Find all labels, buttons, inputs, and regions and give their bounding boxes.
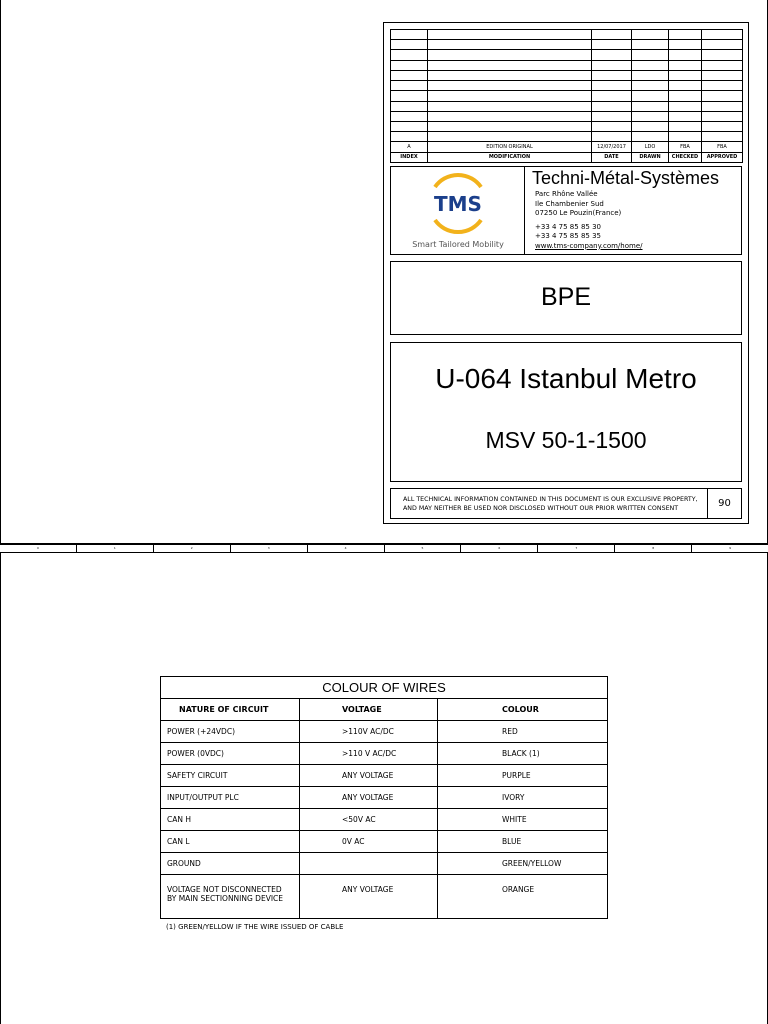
company-address <box>535 190 643 251</box>
wires-voltage-cell: ANY VOLTAGE <box>300 875 438 919</box>
wires-colour-cell: PURPLE <box>438 765 608 787</box>
zone-label: 3 <box>231 545 308 552</box>
title-block <box>383 22 749 524</box>
zone-label: 5 <box>385 545 462 552</box>
wires-row <box>161 721 608 743</box>
revision-blank-row <box>391 30 743 40</box>
wires-header-row <box>161 699 608 721</box>
company-name: Techni-Métal-Systèmes <box>532 168 720 188</box>
revision-blank-row <box>391 101 743 111</box>
wires-voltage-cell <box>300 853 438 875</box>
address-line-3: 07250 Le Pouzin(France) <box>535 209 622 217</box>
zone-label: 2 <box>154 545 231 552</box>
revision-header-drawn: DRAWN <box>632 152 669 162</box>
revision-entry-date: 12/07/2017 <box>592 142 632 152</box>
revision-entry-modification: EDITION ORIGINAL <box>428 142 592 152</box>
bpe-box <box>390 261 742 335</box>
wires-table-title: COLOUR OF WIRES <box>161 677 608 699</box>
wires-row <box>161 831 608 853</box>
revision-table <box>390 29 742 162</box>
revision-entry-drawn: LDO <box>632 142 669 152</box>
zone-label: 4 <box>308 545 385 552</box>
address-line-2: Ile Chambenier Sud <box>535 199 604 208</box>
notice-line-2: AND MAY NEITHER BE USED NOR DISCLOSED WITHOUT OUR PRIOR WRITTEN CONSENT <box>403 505 679 512</box>
revision-blank-row <box>391 121 743 131</box>
revision-blank-row <box>391 60 743 70</box>
notice-line-1: ALL TECHNICAL INFORMATION CONTAINED IN THIS DOCUMENT IS OUR EXCLUSIVE PROPERTY, <box>403 496 698 503</box>
colour-of-wires-table <box>160 676 607 931</box>
wires-colour-cell: RED <box>438 721 608 743</box>
wires-colour-cell: IVORY <box>438 787 608 809</box>
wires-colour-cell: GREEN/YELLOW <box>438 853 608 875</box>
bpe-label: BPE <box>540 283 592 311</box>
phone-2: +33 4 75 85 85 35 <box>535 232 601 240</box>
wires-circuit-cell: GROUND <box>161 853 300 875</box>
wires-circuit-cell: POWER (0VDC) <box>161 743 300 765</box>
company-box <box>390 166 742 255</box>
revision-blank-row <box>391 132 743 142</box>
wires-voltage-cell: ANY VOLTAGE <box>300 787 438 809</box>
wires-voltage-cell: <50V AC <box>300 809 438 831</box>
revision-header-row <box>391 152 743 162</box>
svg-text:Smart Tailored Mobility: Smart Tailored Mobility <box>412 240 504 249</box>
zone-strip <box>0 544 768 553</box>
tms-logo-icon <box>391 167 525 254</box>
wires-circuit-cell: INPUT/OUTPUT PLC <box>161 787 300 809</box>
notice-box <box>390 488 742 519</box>
revision-blank-row <box>391 81 743 91</box>
wires-colour-cell: BLUE <box>438 831 608 853</box>
revision-blank-row <box>391 70 743 80</box>
revision-entry-row <box>391 142 743 152</box>
project-title: U-064 Istanbul Metro <box>435 363 697 394</box>
wires-voltage-cell: >110 V AC/DC <box>300 743 438 765</box>
zone-label: 7 <box>538 545 615 552</box>
wires-circuit-cell: SAFETY CIRCUIT <box>161 765 300 787</box>
revision-entry-checked: FBA <box>669 142 702 152</box>
wires-colour-cell: ORANGE <box>438 875 608 919</box>
website-link[interactable]: www.tms-company.com/home/ <box>535 241 643 250</box>
wires-circuit-cell: CAN H <box>161 809 300 831</box>
zone-label: 0 <box>0 545 77 552</box>
wires-row <box>161 809 608 831</box>
wires-row <box>161 875 608 919</box>
wires-column-header: COLOUR <box>438 699 608 721</box>
revision-header-date: DATE <box>592 152 632 162</box>
wires-circuit-cell: CAN L <box>161 831 300 853</box>
wires-row <box>161 853 608 875</box>
revision-blank-row <box>391 50 743 60</box>
wires-voltage-cell: >110V AC/DC <box>300 721 438 743</box>
wires-voltage-cell: ANY VOLTAGE <box>300 765 438 787</box>
page-number-cell <box>707 489 741 518</box>
revision-entry-approved: FBA <box>702 142 743 152</box>
revision-header-index: INDEX <box>391 152 428 162</box>
zone-label: 8 <box>615 545 692 552</box>
company-logo <box>391 167 525 254</box>
wires-row <box>161 787 608 809</box>
project-subtitle: MSV 50-1-1500 <box>485 427 647 453</box>
revision-header-modification: MODIFICATION <box>428 152 592 162</box>
wires-row <box>161 743 608 765</box>
svg-text:TMS: TMS <box>434 192 482 216</box>
address-line-1: Parc Rhône Vallée <box>535 190 598 198</box>
zone-label: 1 <box>77 545 154 552</box>
project-box <box>390 342 742 482</box>
wires-colour-cell: BLACK (1) <box>438 743 608 765</box>
notice-text <box>403 495 698 513</box>
zone-label: 6 <box>461 545 538 552</box>
wires-circuit-cell: POWER (+24VDC) <box>161 721 300 743</box>
revision-blank-row <box>391 111 743 121</box>
wires-column-header: VOLTAGE <box>300 699 438 721</box>
wires-circuit-cell: VOLTAGE NOT DISCONNECTED BY MAIN SECTIONNING DEVICE <box>161 875 300 919</box>
phone-1: +33 4 75 85 85 30 <box>535 222 601 231</box>
page-number: 90 <box>718 498 731 509</box>
revision-blank-row <box>391 40 743 50</box>
revision-blank-row <box>391 91 743 101</box>
revision-entry-index: A <box>391 142 428 152</box>
wires-voltage-cell: 0V AC <box>300 831 438 853</box>
wires-column-header: NATURE OF CIRCUIT <box>161 699 300 721</box>
zone-label: 9 <box>729 546 732 550</box>
revision-header-checked: CHECKED <box>669 152 702 162</box>
revision-header-approved: APPROVED <box>702 152 743 162</box>
wires-footnote: (1) GREEN/YELLOW IF THE WIRE ISSUED OF CABLE <box>166 923 344 931</box>
wires-colour-cell: WHITE <box>438 809 608 831</box>
wires-row <box>161 765 608 787</box>
